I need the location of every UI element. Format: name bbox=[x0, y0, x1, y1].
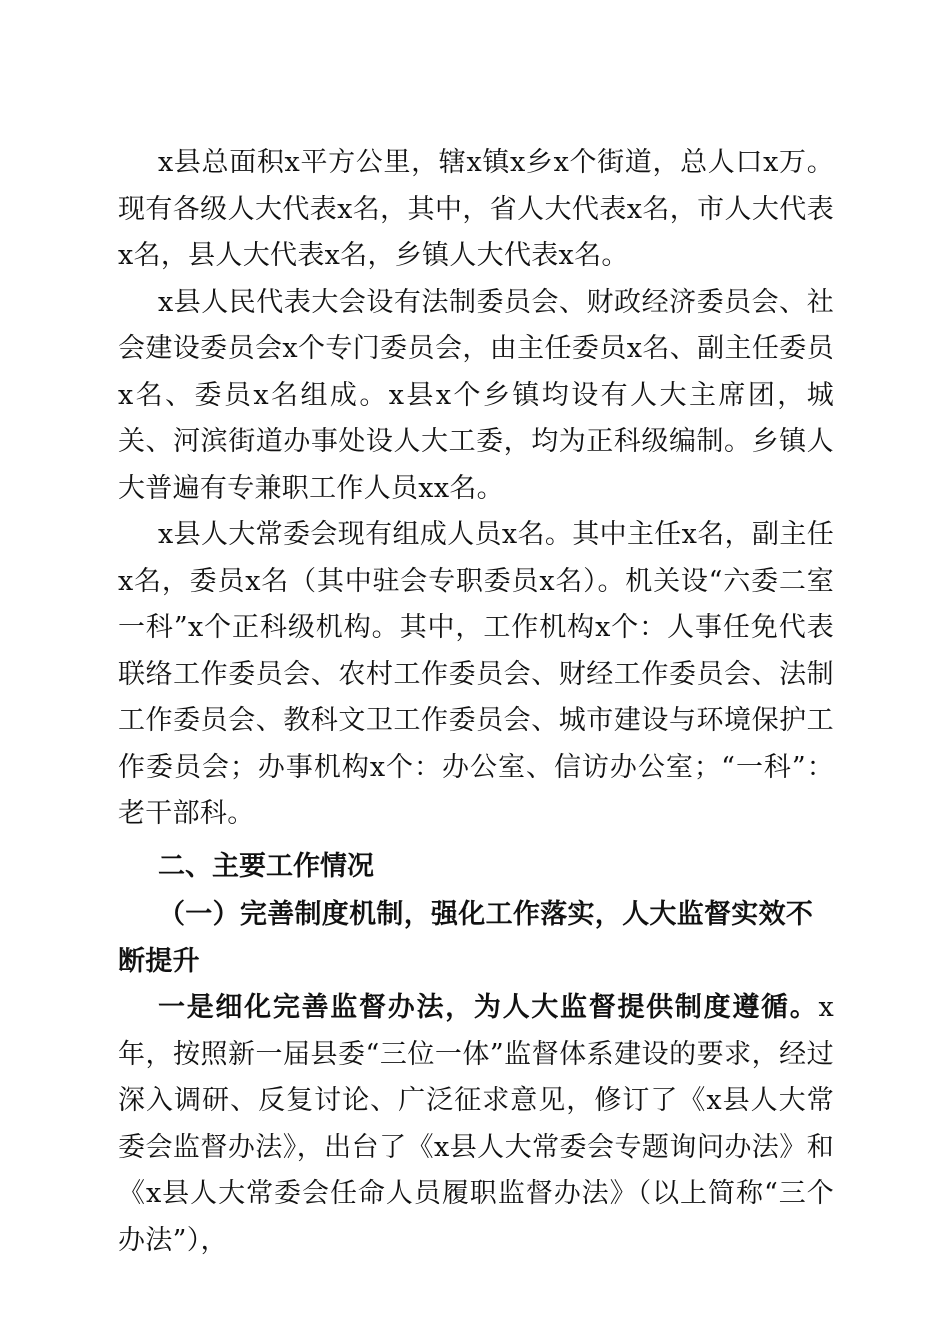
paragraph-peoples-congress: x县人民代表大会设有法制委员会、财政经济委员会、社会建设委员会x个专门委员会，由主任委员x名、副主任委员x名、委员x名组成。x县x个乡镇均设有人大主席团，城关、河滨街道办事处设人大工委，均为正科级编制。乡镇人大普遍有专兼职工作人员xx名。 bbox=[118, 286, 834, 504]
paragraph-lead: 一是细化完善监督办法，为人大监督提供制度遵循。 bbox=[158, 992, 819, 1023]
section-heading-main-work: 二、主要工作情况 bbox=[158, 850, 374, 882]
paragraph-county-overview: x县总面积x平方公里，辖x镇x乡x个街道，总人口x万。现有各级人大代表x名，其中，省人大代表x名，市人大代表x名，县人大代表x名，乡镇人大代表x名。 bbox=[118, 147, 834, 271]
paragraph-standing-committee: x县人大常委会现有组成人员x名。其中主任x名，副主任x名，委员x名（其中驻会专职委员x名）。机关设“六委二室一科”x个正科级机构。其中，工作机构x个：人事任免代表联络工作委员会、农村工作委员会、财经工作委员会、法制工作委员会、教科文卫工作委员会、城市建设与环境保护工作委员会；办事机构x个：办公室、信访办公室；“一科”：老干部科。 bbox=[118, 519, 834, 829]
subsection-heading-1: （一）完善制度机制，强化工作落实，人大监督实效不断提升 bbox=[118, 899, 814, 977]
document-page bbox=[118, 140, 834, 1264]
paragraph-supervision-measures bbox=[118, 985, 834, 1264]
paragraph-body: x年，按照新一届县委“三位一体”监督体系建设的要求，经过深入调研、反复讨论、广泛征求意见，修订了《x县人大常委会监督办法》，出台了《x县人大常委会专题询问办法》和《x县人大常委会任命人员履职监督办法》（以上简称“三个办法”）， bbox=[118, 992, 834, 1256]
